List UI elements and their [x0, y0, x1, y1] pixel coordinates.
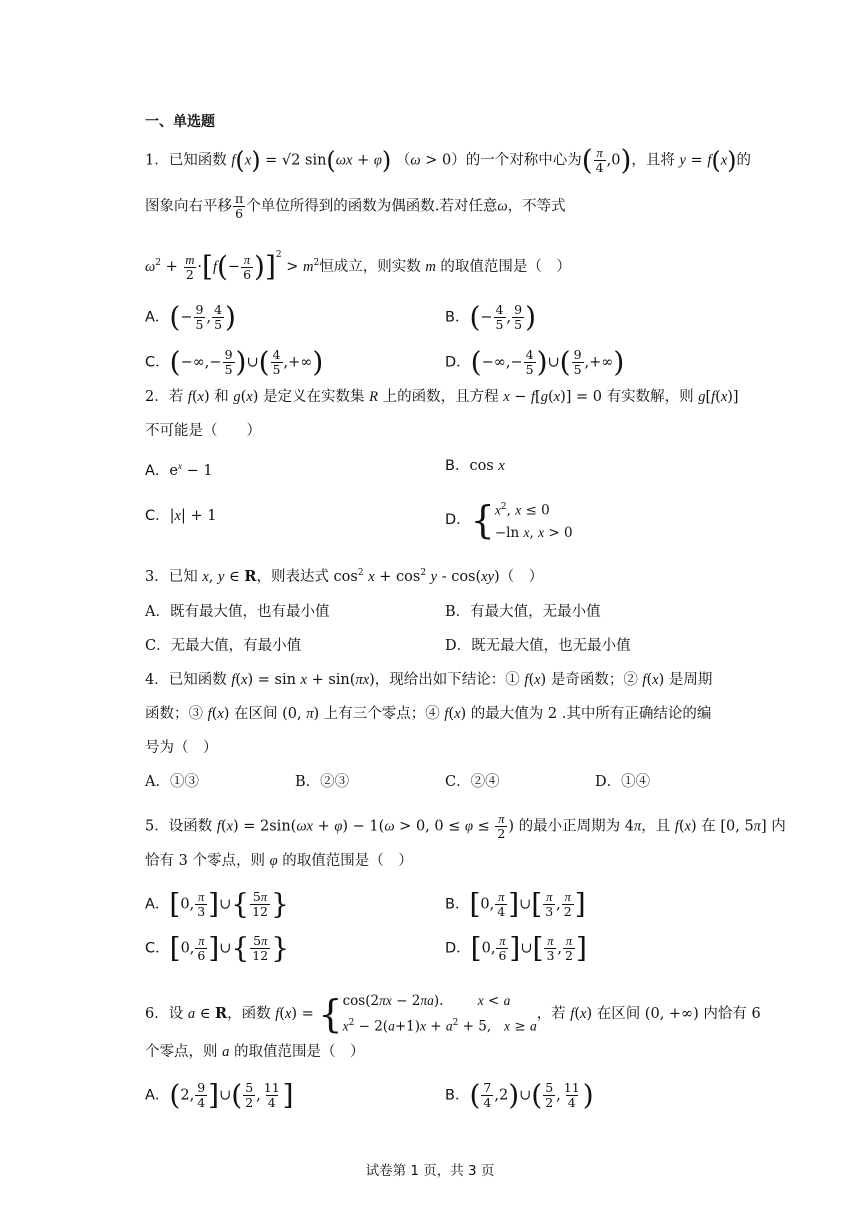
- q1-line-3: $\omega^2$ + $\frac{m}{2}$ ·[f(− $\frac{\pi}{6}$ )]$^2 > m^2$恒成立，则实数 m 的取值范围是（ ）: [145, 250, 571, 283]
- q5-line-1: 5．设函数 f(x) = 2sin(ωx + φ) − 1(ω > 0, 0 ≤ φ ≤ $\frac{\pi}{2}$ ) 的最小正周期为 4π，且 f(x) 在 [0, 5π] 内: [145, 812, 786, 841]
- q4-line-1: 4．已知函数 f(x) = sin x + sin(πx)，现给出如下结论：① f(x) 是奇函数；② f(x) 是周期: [145, 672, 713, 688]
- q4-option-d: D．①④: [595, 774, 651, 790]
- q6-line-1: 6．设 a ∈ R，函数 f(x) = { cos(2πx − 2πa). x < a $x^2 - 2(a+1)x + a^2 + 5$, x ≥ a ，若 f(x) 在区间 (0, +∞) 内恰有 6: [145, 991, 761, 1036]
- q4-option-a: A．①③: [145, 774, 199, 790]
- q3-option-d: D．既无最大值，也无最小值: [445, 638, 631, 654]
- q3-option-c: C．无最大值，有最小值: [145, 638, 302, 654]
- q1-line-2: 图象向右平移 $\frac{\pi}{6}$ 个单位所得到的函数为偶函数.若对任意ω，不等式: [145, 191, 566, 221]
- q2-option-b: B．cos x: [445, 458, 505, 474]
- q5-option-d: D．[0, $\frac{\pi}{6}$ ]∪[ $\frac{\pi}{3}$ , $\frac{\pi}{2}$ ]: [445, 931, 587, 965]
- page-footer: 试卷第 1 页，共 3 页: [365, 1163, 495, 1179]
- q6-option-a: A．(2, $\frac{9}{4}$ ]∪( $\frac{5}{2}$ , $\frac{11}{4}$ ]: [145, 1078, 294, 1112]
- q1-option-a: A．(− $\frac{9}{5}$ , $\frac{4}{5}$ ): [145, 300, 236, 334]
- q5-option-b: B．[0, $\frac{\pi}{4}$ ]∪[ $\frac{\pi}{3}$ , $\frac{\pi}{2}$ ]: [445, 887, 586, 921]
- q4-line-3: 号为（ ）: [145, 740, 218, 756]
- q2-line-1: 2．若 f(x) 和 g(x) 是定义在实数集 R 上的函数，且方程 x − f[g(x)] = 0 有实数解，则 g[f(x)]: [145, 389, 739, 405]
- q2-line-2: 不可能是（ ）: [145, 423, 261, 439]
- q4-option-b: B．②③: [295, 774, 350, 790]
- q3-option-a: A．既有最大值，也有最小值: [145, 604, 330, 620]
- q6-option-b: B．( $\frac{7}{4}$ ,2)∪( $\frac{5}{2}$ , $\frac{11}{4}$ ): [445, 1078, 594, 1112]
- section-title: 一、单选题: [145, 114, 215, 130]
- q1-option-c: C．(−∞,− $\frac{9}{5}$ )∪( $\frac{4}{5}$ ,+∞): [145, 345, 324, 379]
- q5-option-c: C．[0, $\frac{\pi}{6}$ ]∪{ $\frac{5\pi}{12}$ }: [145, 931, 290, 965]
- q5-option-a: A．[0, $\frac{\pi}{3}$ ]∪{ $\frac{5\pi}{12}$ }: [145, 887, 289, 921]
- q1-option-d: D．(−∞,− $\frac{4}{5}$ )∪( $\frac{9}{5}$ ,+∞): [445, 345, 625, 379]
- q3-option-b: B．有最大值，无最小值: [445, 604, 601, 620]
- q2-option-d: D．{ $x^2$, x ≤ 0 −ln x, x > 0: [445, 497, 573, 542]
- q3-line-1: 3．已知 x, y ∈ R，则表达式 $\cos^2 x + \cos^2 y - \cos(xy)$（ ）: [145, 567, 544, 585]
- q1-option-b: B．(− $\frac{4}{5}$ , $\frac{9}{5}$ ): [445, 300, 536, 334]
- q4-line-2: 函数；③ f(x) 在区间 (0, π) 上有三个零点；④ f(x) 的最大值为 2 .其中所有正确结论的编: [145, 706, 712, 722]
- q5-line-2: 恰有 3 个零点，则 φ 的取值范围是（ ）: [145, 853, 413, 869]
- q4-option-c: C．②④: [445, 774, 500, 790]
- q2-option-a: A．$e^x - 1$: [145, 461, 213, 479]
- q6-line-2: 个零点，则 a 的取值范围是（ ）: [145, 1044, 365, 1060]
- q1-line-1: 1．已知函数 f(x) = √2 sin(ωx + φ) （ω > 0）的一个对称中心为( $\frac{\pi}{4}$ ,0)，且将 y = f(x)的: [145, 143, 752, 177]
- q2-option-c: C．|x| + 1: [145, 508, 217, 524]
